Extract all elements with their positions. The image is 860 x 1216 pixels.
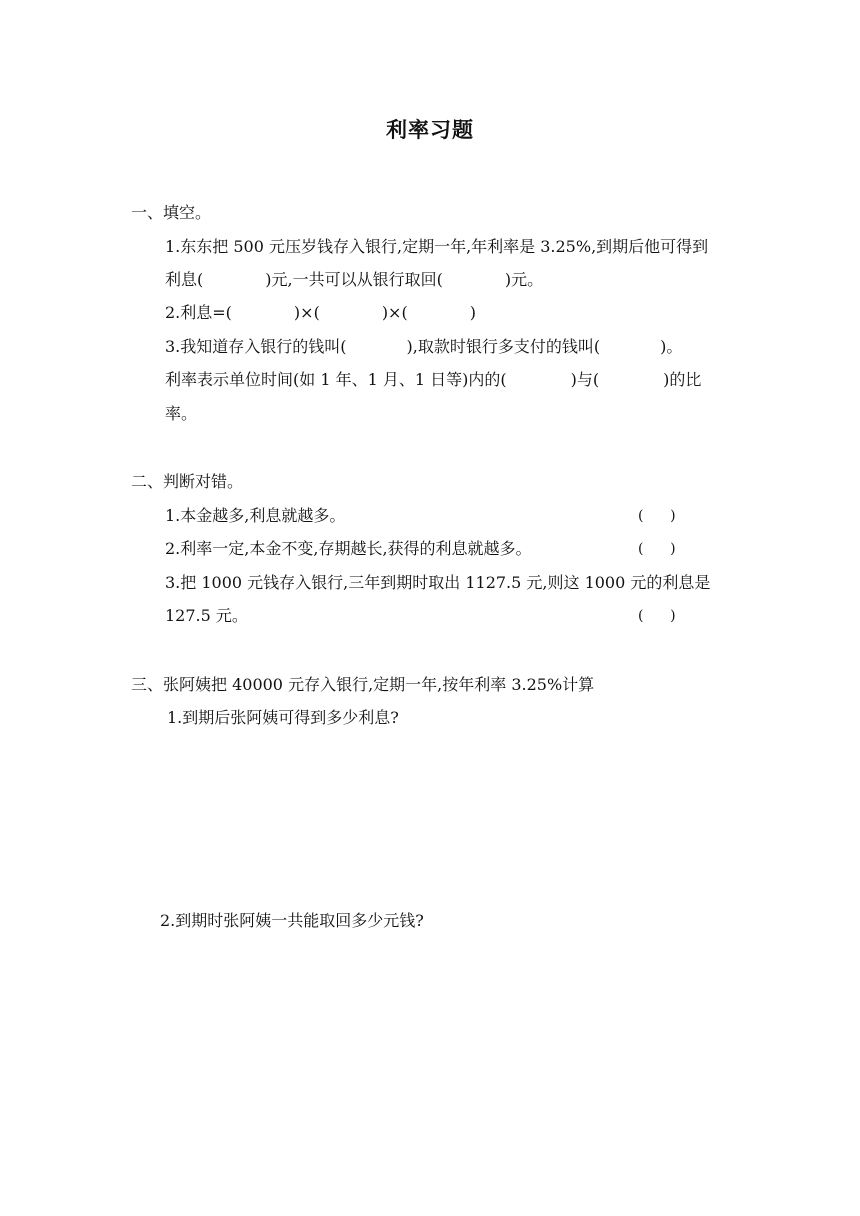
s1-q1-text-b: )元,一共可以从银行取回( bbox=[265, 270, 443, 289]
s1-q2-text-d: ) bbox=[469, 303, 476, 322]
section3-heading: 三、张阿姨把 40000 元存入银行,定期一年,按年利率 3.25%计算 bbox=[131, 675, 595, 694]
s1-q3-text-b: ),取款时银行多支付的钱叫( bbox=[406, 337, 601, 356]
s1-q3-text-c: )。 bbox=[660, 337, 683, 356]
s1-q3-text-d: 利率表示单位时间(如 1 年、1 月、1 日等)内的( bbox=[165, 370, 507, 389]
s3-q2: 2.到期时张阿姨一共能取回多少元钱? bbox=[160, 911, 424, 930]
answer-parentheses[interactable]: ( ) bbox=[638, 608, 676, 624]
s1-q3-text-f: )的比 bbox=[663, 370, 702, 389]
s1-q3-text-e: )与( bbox=[570, 370, 600, 389]
s1-q2-text-b: )×( bbox=[293, 303, 320, 322]
s1-q2-text-a: 2.利息=( bbox=[165, 303, 232, 322]
section2-heading: 二、判断对错。 bbox=[131, 472, 244, 491]
s1-q3-line3: 率。 bbox=[165, 404, 198, 423]
s2-q3-line2: 127.5 元。 bbox=[165, 606, 248, 625]
s1-q1-text-a: 利息( bbox=[165, 270, 204, 289]
s1-q3-line2 bbox=[165, 370, 701, 390]
section1-heading: 一、填空。 bbox=[131, 203, 212, 222]
s1-q2-text-c: )×( bbox=[381, 303, 408, 322]
s1-q2-line bbox=[165, 303, 476, 323]
s1-q3-text-a: 3.我知道存入银行的钱叫( bbox=[165, 337, 347, 356]
s2-q1: 1.本金越多,利息就越多。 bbox=[165, 506, 346, 525]
s2-q3-line1: 3.把 1000 元钱存入银行,三年到期时取出 1127.5 元,则这 1000 元的利息是 bbox=[165, 573, 711, 592]
s3-q1: 1.到期后张阿姨可得到多少利息? bbox=[167, 708, 399, 727]
s2-q2: 2.利率一定,本金不变,存期越长,获得的利息就越多。 bbox=[165, 539, 532, 558]
answer-parentheses[interactable]: ( ) bbox=[638, 541, 676, 557]
s1-q1-line1: 1.东东把 500 元压岁钱存入银行,定期一年,年利率是 3.25%,到期后他可得到 bbox=[165, 237, 709, 256]
page-title: 利率习题 bbox=[386, 117, 474, 142]
answer-parentheses[interactable]: ( ) bbox=[638, 508, 676, 524]
s1-q1-text-c: )元。 bbox=[504, 270, 544, 289]
s1-q3-line1 bbox=[165, 337, 682, 357]
s1-q1-line2 bbox=[165, 270, 543, 290]
